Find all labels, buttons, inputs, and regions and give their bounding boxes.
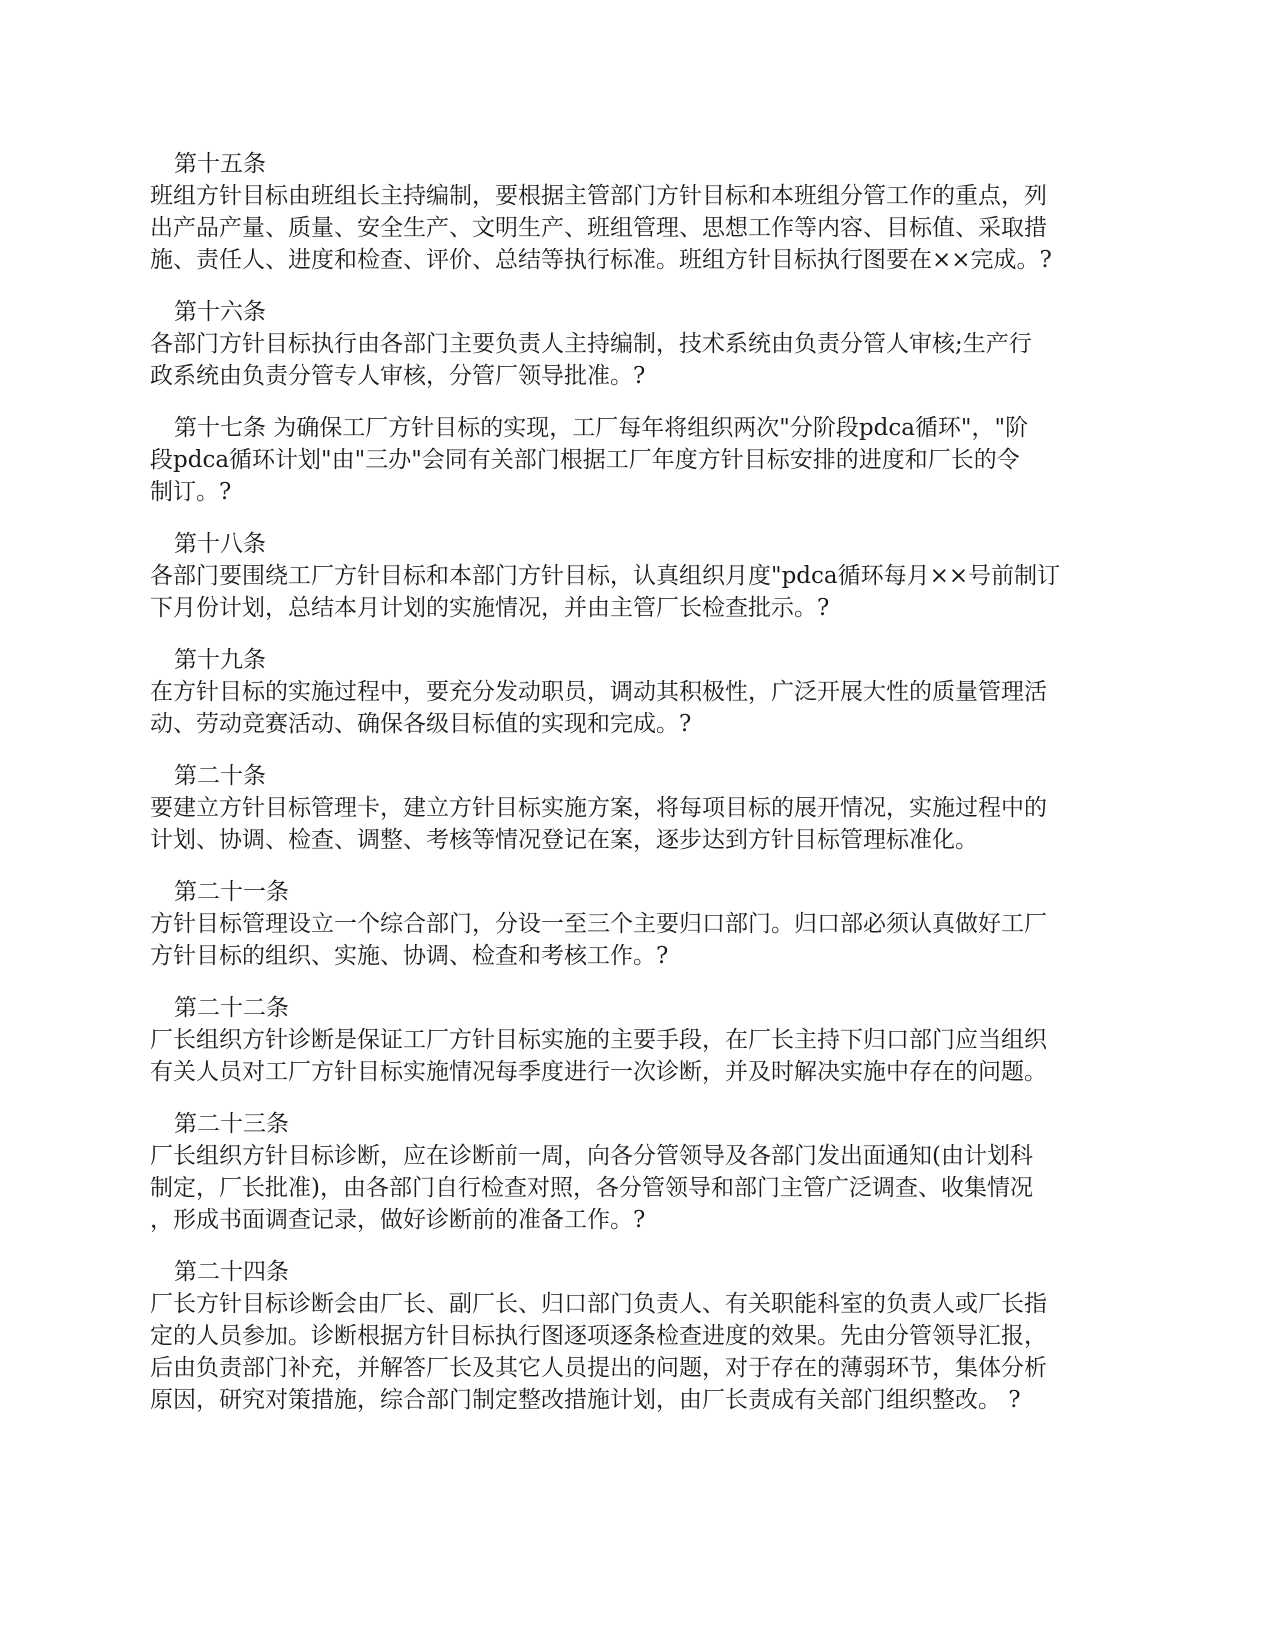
article-16 — [150, 296, 1140, 392]
article-21 — [150, 876, 1140, 972]
text-line: 计划、协调、检查、调整、考核等情况登记在案，逐步达到方针目标管理标准化。 — [150, 827, 978, 853]
article-title: 第二十条 — [174, 763, 266, 789]
article-title: 第十七条 为确保工厂方针目标的实现，工厂每年将组织两次"分阶段pdca循环"，"阶 — [174, 415, 1029, 441]
text-line: 方针目标管理设立一个综合部门，分设一至三个主要归口部门。归口部必须认真做好工厂 — [150, 911, 1047, 937]
article-title: 第二十一条 — [174, 879, 289, 905]
article-body — [150, 180, 1140, 276]
article-title: 第二十二条 — [174, 995, 289, 1021]
article-title: 第十六条 — [174, 299, 266, 325]
text-line: 下月份计划，总结本月计划的实施情况，并由主管厂长检查批示。? — [150, 595, 830, 621]
article-24 — [150, 1256, 1140, 1416]
article-body — [150, 328, 1140, 392]
text-line: 厂长组织方针诊断是保证工厂方针目标实施的主要手段，在厂长主持下归口部门应当组织 — [150, 1027, 1047, 1053]
article-body — [150, 676, 1140, 740]
text-line: ，形成书面调查记录，做好诊断前的准备工作。? — [150, 1207, 646, 1233]
article-body — [150, 444, 1140, 508]
text-line: 在方针目标的实施过程中，要充分发动职员，调动其积极性，广泛开展大性的质量管理活 — [150, 679, 1047, 705]
article-title: 第十五条 — [174, 151, 266, 177]
text-line: 要建立方针目标管理卡，建立方针目标实施方案，将每项目标的展开情况，实施过程中的 — [150, 795, 1047, 821]
article-body — [150, 908, 1140, 972]
text-line: 制订。? — [150, 479, 232, 505]
text-line: 后由负责部门补充，并解答厂长及其它人员提出的问题，对于存在的薄弱环节，集体分析 — [150, 1355, 1047, 1381]
article-23 — [150, 1108, 1140, 1236]
article-22 — [150, 992, 1140, 1088]
text-line: 厂长组织方针目标诊断，应在诊断前一周，向各分管领导及各部门发出面通知(由计划科 — [150, 1143, 1033, 1169]
article-20 — [150, 760, 1140, 856]
article-body — [150, 1288, 1140, 1416]
document-page — [150, 148, 1140, 1436]
article-15 — [150, 148, 1140, 276]
article-title: 第二十三条 — [174, 1111, 289, 1137]
article-17 — [150, 412, 1140, 508]
text-line: 方针目标的组织、实施、协调、检查和考核工作。? — [150, 943, 669, 969]
text-line: 各部门要围绕工厂方针目标和本部门方针目标，认真组织月度"pdca循环每月××号前制订 — [150, 563, 1061, 589]
text-line: 各部门方针目标执行由各部门主要负责人主持编制，技术系统由负责分管人审核;生产行 — [150, 331, 1032, 357]
article-title: 第十九条 — [174, 647, 266, 673]
text-line: 施、责任人、进度和检查、评价、总结等执行标准。班组方针目标执行图要在××完成。? — [150, 247, 1052, 273]
article-body — [150, 1140, 1140, 1236]
text-line: 原因，研究对策措施，综合部门制定整改措施计划，由厂长责成有关部门组织整改。 ? — [150, 1387, 1021, 1413]
text-line: 政系统由负责分管专人审核，分管厂领导批准。? — [150, 363, 646, 389]
article-19 — [150, 644, 1140, 740]
text-line: 制定，厂长批准)，由各部门自行检查对照，各分管领导和部门主管广泛调查、收集情况 — [150, 1175, 1033, 1201]
article-18 — [150, 528, 1140, 624]
text-line: 厂长方针目标诊断会由厂长、副厂长、归口部门负责人、有关职能科室的负责人或厂长指 — [150, 1291, 1047, 1317]
article-body — [150, 792, 1140, 856]
article-title: 第二十四条 — [174, 1259, 289, 1285]
text-line: 出产品产量、质量、安全生产、文明生产、班组管理、思想工作等内容、目标值、采取措 — [150, 215, 1047, 241]
article-body — [150, 560, 1140, 624]
article-body — [150, 1024, 1140, 1088]
text-line: 动、劳动竞赛活动、确保各级目标值的实现和完成。? — [150, 711, 692, 737]
text-line: 班组方针目标由班组长主持编制，要根据主管部门方针目标和本班组分管工作的重点，列 — [150, 183, 1047, 209]
text-line: 段pdca循环计划"由"三办"会同有关部门根据工厂年度方针目标安排的进度和厂长的令 — [150, 447, 1020, 473]
text-line: 有关人员对工厂方针目标实施情况每季度进行一次诊断，并及时解决实施中存在的问题。 — [150, 1059, 1047, 1085]
article-title: 第十八条 — [174, 531, 266, 557]
text-line: 定的人员参加。诊断根据方针目标执行图逐项逐条检查进度的效果。先由分管领导汇报， — [150, 1323, 1047, 1349]
